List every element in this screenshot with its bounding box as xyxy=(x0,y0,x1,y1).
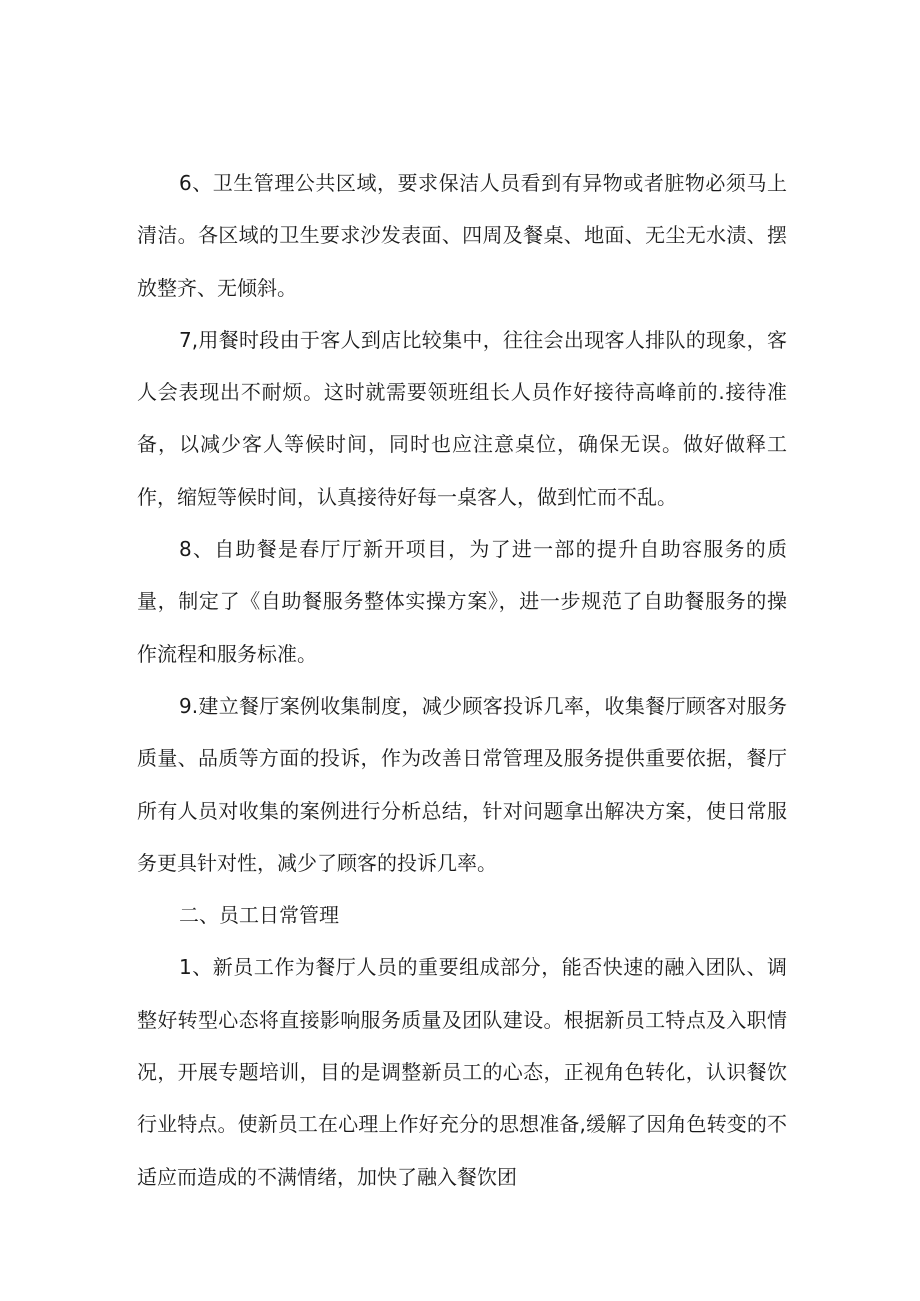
text-line: 质量、品质等方面的投诉，作为改善日常管理及服务提供重要依据，餐厅 xyxy=(137,746,787,771)
text-line: 人会表现出不耐烦。这时就需要领班组长人员作好接待高峰前的.接待准 xyxy=(137,380,787,405)
text-line: 行业特点。使新员工在心理上作好充分的思想准备,缓解了因角色转变的不 xyxy=(137,1112,787,1137)
text-line: 所有人员对收集的案例进行分析总结，针对问题拿出解决方案，使日常服 xyxy=(137,798,787,823)
text-line: 8、自助餐是春厅厅新开项目，为了进一部的提升自助容服务的质 xyxy=(179,537,787,562)
document-body xyxy=(137,157,787,1203)
text-line: 9.建立餐厅案例收集制度，减少顾客投诉几率，收集餐厅顾客对服务 xyxy=(179,693,787,718)
text-line: 1、新员工作为餐厅人员的重要组成部分，能否快速的融入团队、调 xyxy=(179,955,787,980)
text-line: 作流程和服务标准。 xyxy=(137,641,317,666)
text-line: 量，制定了《自助餐服务整体实操方案》，进一步规范了自助餐服务的操 xyxy=(137,589,787,614)
text-line: 6、卫生管理公共区域，要求保洁人员看到有异物或者脏物必须马上 xyxy=(179,171,787,195)
paragraph-6 xyxy=(137,157,787,314)
section-heading xyxy=(137,889,787,941)
text-line: 务更具针对性，减少了顾客的投诉几率。 xyxy=(137,850,497,875)
text-line: 清洁。各区域的卫生要求沙发表面、四周及餐桌、地面、无尘无水渍、摆 xyxy=(137,223,787,248)
text-line: 备，以减少客人等候时间，同时也应注意桌位，确保无误。做好做释工 xyxy=(137,432,787,457)
paragraph-7 xyxy=(137,314,787,523)
paragraph-8 xyxy=(137,523,787,680)
text-line: 作，缩短等候时间，认真接待好每一桌客人，做到忙而不乱。 xyxy=(137,484,677,509)
text-line: 放整齐、无倾斜。 xyxy=(137,275,297,300)
paragraph-1 xyxy=(137,941,787,1202)
text-line: 整好转型心态将直接影响服务质量及团队建设。根据新员工特点及入职情 xyxy=(137,1007,787,1032)
paragraph-9 xyxy=(137,680,787,889)
text-line: 适应而造成的不满情绪，加快了融入餐饮团 xyxy=(137,1164,517,1189)
text-line: 况，开展专题培训，目的是调整新员工的心态，正视角色转化，认识餐饮 xyxy=(137,1060,787,1085)
text-line: 7,用餐时段由于客人到店比较集中，往往会出现客人排队的现象，客 xyxy=(179,327,787,352)
heading-line: 二、员工日常管理 xyxy=(179,903,339,928)
